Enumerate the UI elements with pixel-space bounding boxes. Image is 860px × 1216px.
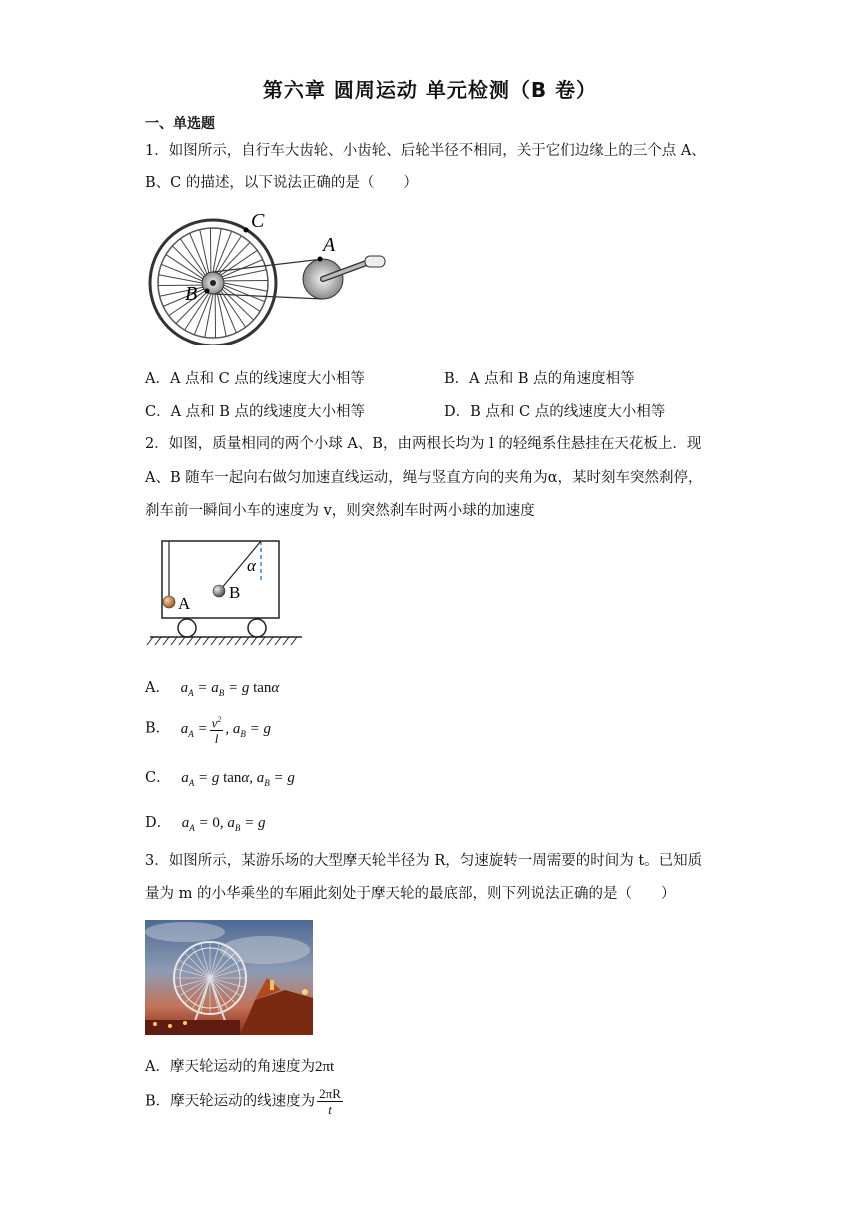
q2-stem-line2: A、B 随车一起向右做匀加速直线运动，绳与竖直方向的夹角为α，某时刻车突然刹停， — [145, 470, 703, 486]
q2-option-a-formula: $a_A = a_B = g$ tanα — [180, 680, 280, 698]
q3-option-b[interactable] — [145, 1086, 345, 1117]
label-a: A — [323, 234, 336, 256]
q3-option-b-text: B．摩天轮运动的线速度为 — [145, 1093, 316, 1110]
q2-option-c-label: C． — [145, 770, 171, 786]
q2-option-a-label: A． — [145, 680, 170, 696]
q3-option-a-text: A．摩天轮运动的角速度为 — [145, 1059, 315, 1075]
q2-stem-line3: 刹车前一瞬间小车的速度为 v，则突然刹车时两小球的加速度 — [145, 503, 535, 519]
q3-stem-line2: 量为 m 的小华乘坐的车厢此刻处于摩天轮的最底部，则下列说法正确的是（ ） — [145, 886, 676, 902]
q3-option-b-numerator: 2πR — [319, 1086, 341, 1101]
wheel-right — [248, 619, 266, 637]
q3-option-a-formula: 2πt — [314, 1059, 335, 1075]
q2-option-d-label: D． — [145, 815, 172, 831]
q2-option-d-formula: $a_A = 0$, $a_B = g$ — [181, 815, 266, 833]
ferris-wheel-photo — [145, 920, 313, 1035]
cart-pendulum-figure — [145, 535, 310, 650]
q1-stem-line2: B、C 的描述，以下说法正确的是（ ） — [145, 175, 418, 191]
q1-option-c[interactable]: C．A 点和 B 点的线速度大小相等 — [145, 404, 366, 420]
q2-stem-line1: 2．如图，质量相同的两个小球 A、B，由两根长均为 l 的轻绳系住悬挂在天花板上．现 — [145, 436, 702, 452]
ball-b — [213, 585, 225, 597]
q2-option-d[interactable] — [145, 811, 266, 833]
q3-option-a[interactable] — [145, 1055, 334, 1076]
wheel-left — [178, 619, 196, 637]
ball-a — [163, 596, 175, 608]
bicycle-gear-figure — [145, 205, 395, 345]
q1-option-a[interactable]: A．A 点和 C 点的线速度大小相等 — [145, 371, 365, 387]
q2-option-c-formula: $a_A = g$ tanα, $a_B = g$ — [181, 770, 295, 788]
q2-option-b[interactable] — [145, 712, 271, 746]
label-alpha: α — [247, 556, 256, 575]
q2-option-a[interactable] — [145, 676, 279, 698]
label-ball-a: A — [178, 594, 191, 613]
q2-option-b-label: B． — [145, 720, 171, 737]
q1-option-d[interactable]: D．B 点和 C 点的线速度大小相等 — [444, 404, 666, 420]
label-b: B — [185, 283, 198, 305]
q1-stem-line1: 1．如图所示，自行车大齿轮、小齿轮、后轮半径不相同，关于它们边缘上的三个点 A、 — [145, 143, 706, 159]
q2-option-b-formula: $a_A$ = $\frac{v^2}{l}$ , $a_B = g$ — [181, 721, 271, 737]
q3-option-b-denominator: t — [328, 1102, 332, 1117]
label-c: C — [251, 210, 265, 232]
q3-stem-line1: 3．如图所示，某游乐场的大型摩天轮半径为 R，匀速旋转一周需要的时间为 t。已知质 — [145, 853, 703, 869]
page-title: 第六章 圆周运动 单元检测（B 卷） — [262, 78, 598, 102]
q2-option-c[interactable] — [145, 766, 295, 788]
section-heading: 一、单选题 — [145, 116, 215, 132]
label-ball-b: B — [229, 583, 241, 602]
q1-option-b[interactable]: B．A 点和 B 点的角速度相等 — [444, 371, 635, 387]
